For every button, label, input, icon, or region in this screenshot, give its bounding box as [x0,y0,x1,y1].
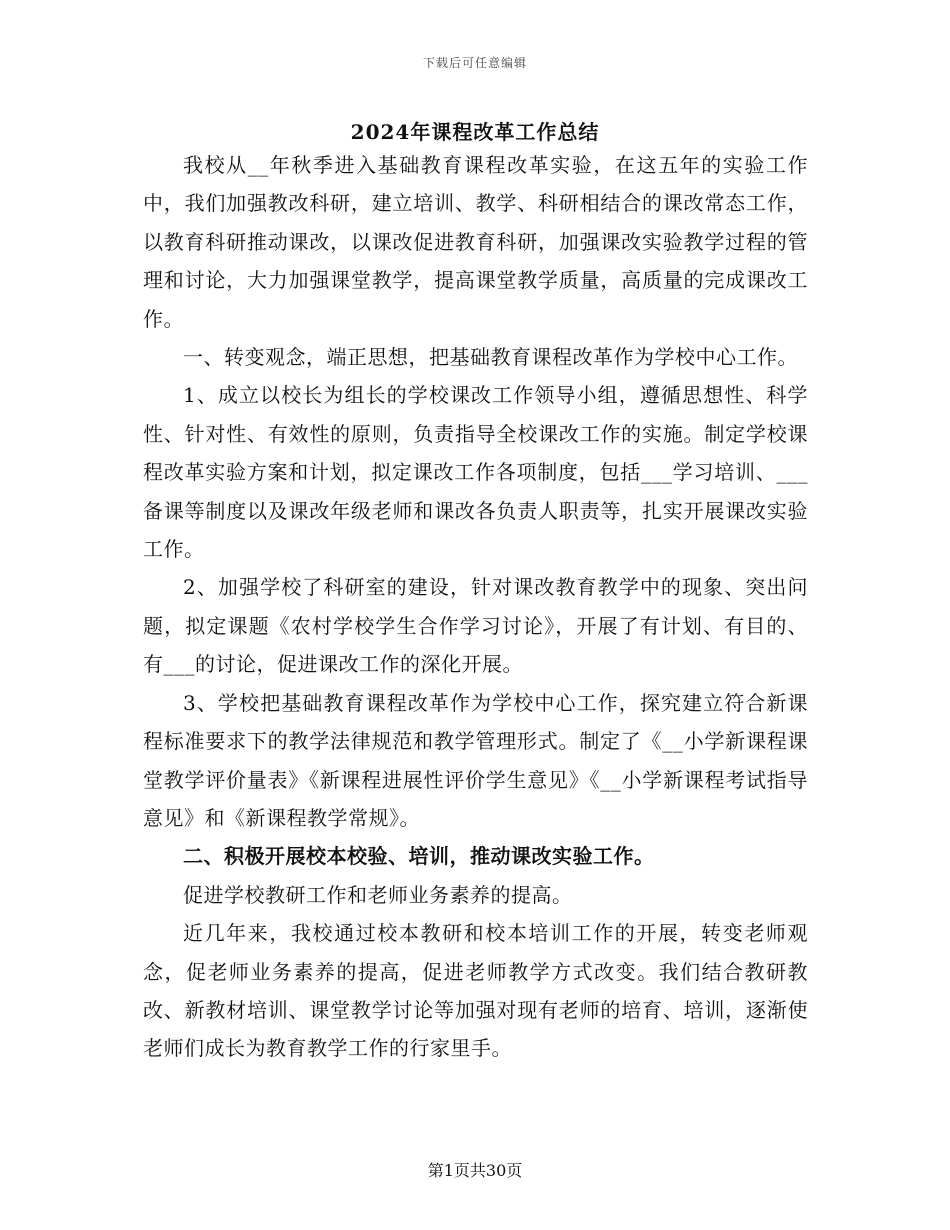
paragraph-subheading: 促进学校教研工作和老师业务素养的提高。 [183,882,573,907]
document-title: 2024年课程改革工作总结 [350,120,600,144]
page-number-footer: 第1页共30页 [427,1161,523,1180]
paragraph-recent-years: 近几年来，我校通过校本教研和校本培训工作的开展，转变老师观念，促老师业务素养的提高，促进老师教学方式改变。我们结合教研教改、新教材培训、课堂教学讨论等加强对现有老师的培育、培训，逐渐使老师们成长为教育教学工作的行家里手。 [143,921,808,1061]
document-body [143,146,808,1068]
paragraph-item-1: 1、成立以校长为组长的学校课改工作领导小组，遵循思想性、科学性、针对性、有效性的原则，负责指导全校课改工作的实施。制定学校课程改革实验方案和计划，拟定课改工作各项制度，包括___学习培训、___备课等制度以及课改年级老师和课改各负责人职责等，扎实开展课改实验工作。 [143,383,808,562]
paragraph-item-2: 2、加强学校了科研室的建设，针对课改教育教学中的现象、突出问题，拟定课题《农村学校学生合作学习讨论》，开展了有计划、有目的、有___的讨论，促进课改工作的深化开展。 [143,575,808,677]
paragraph-item-3: 3、学校把基础教育课程改革作为学校中心工作，探究建立符合新课程标准要求下的教学法律规范和教学管理形式。制定了《__小学新课程课堂教学评价量表》《新课程进展性评价学生意见》《__小学新课程考试指导意见》和《新课程教学常规》。 [143,690,808,830]
section-heading-1: 一、转变观念，端正思想，把基础教育课程改革作为学校中心工作。 [183,345,798,370]
section-heading-2: 二、积极开展校本校验、培训，推动课改实验工作。 [183,844,655,869]
header-note: 下载后可任意编辑 [422,56,527,70]
paragraph-intro: 我校从__年秋季进入基础教育课程改革实验，在这五年的实验工作中，我们加强教改科研，建立培训、教学、科研相结合的课改常态工作，以教育科研推动课改，以课改促进教育科研，加强课改实验教学过程的管理和讨论，大力加强课堂教学，提高课堂教学质量，高质量的完成课改工作。 [143,153,808,331]
